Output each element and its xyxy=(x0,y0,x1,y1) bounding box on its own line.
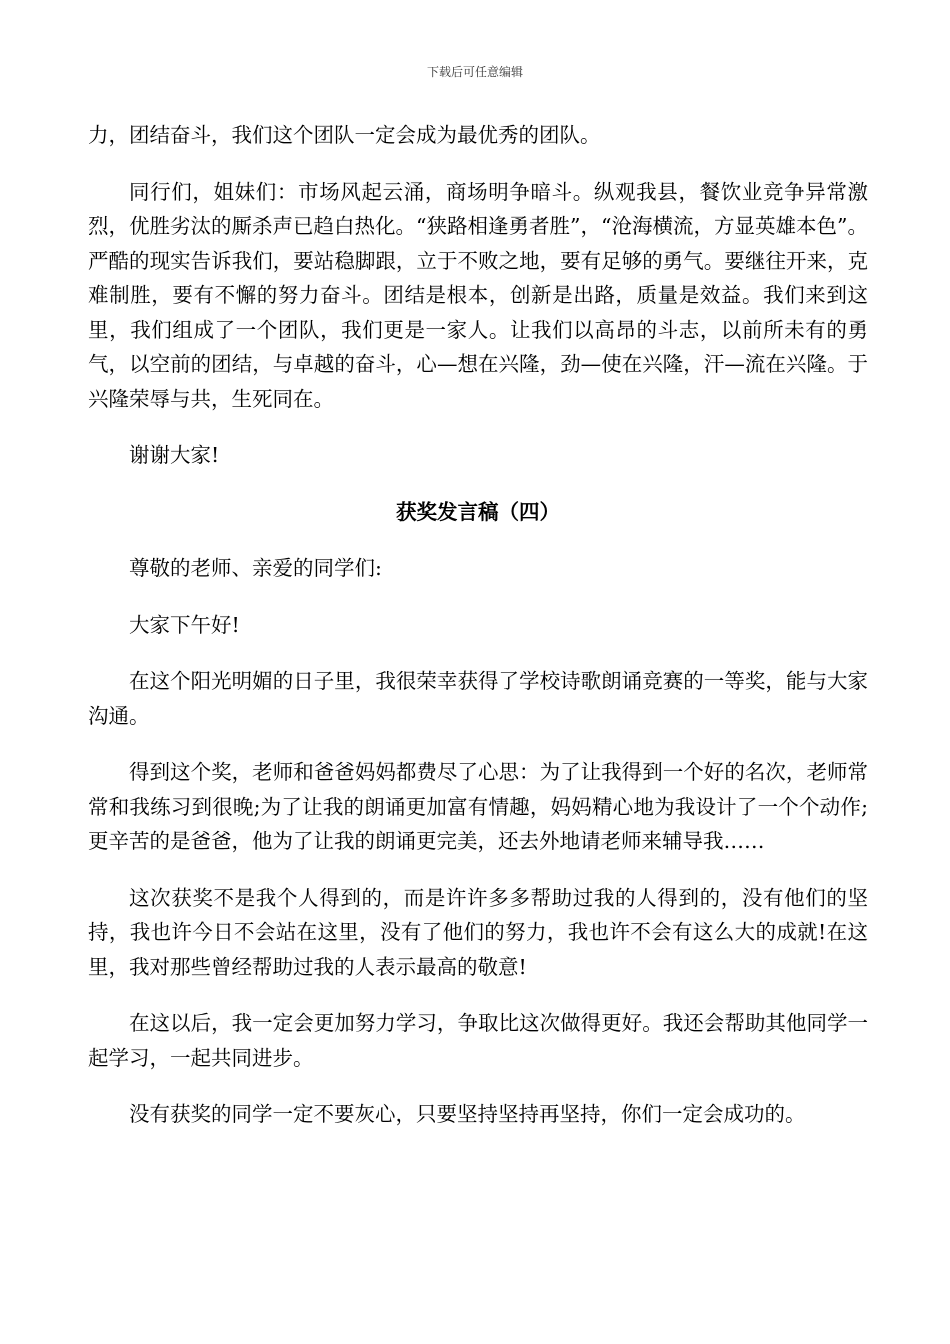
paragraph-market: 同行们，姐妹们：市场风起云涌，商场明争暗斗。纵观我县，餐饮业竞争异常激烈，优胜劣汰的厮杀声已趋白热化。“狭路相逢勇者胜”，“沧海横流，方显英雄本色”。严酷的现实告诉我们，要站稳脚跟，立于不败之地，要有足够的勇气。要继往开来，克难制胜，要有不懈的努力奋斗。团结是根本，创新是出路，质量是效益。我们来到这里，我们组成了一个团队，我们更是一家人。让我们以高昂的斗志，以前所未有的勇气，以空前的团结，与卓越的奋斗，心—想在兴隆，劲—使在兴隆，汗—流在兴隆。于兴隆荣辱与共，生死同在。 xyxy=(88,179,868,411)
paragraph-future: 在这以后，我一定会更加努力学习，争取比这次做得更好。我还会帮助其他同学一起学习，一起共同进步。 xyxy=(88,1011,868,1070)
paragraph-effort: 得到这个奖，老师和爸爸妈妈都费尽了心思：为了让我得到一个好的名次，老师常常和我练习到很晚;为了让我的朗诵更加富有情趣，妈妈精心地为我设计了一个个动作;更辛苦的是爸爸，他为了让我的朗诵更完美，还去外地请老师来辅导我…… xyxy=(88,760,868,853)
paragraph-salutation: 尊敬的老师、亲爱的同学们: xyxy=(129,556,382,580)
document-body xyxy=(88,118,868,1154)
paragraph-greeting: 大家下午好! xyxy=(129,612,240,637)
paragraph-thanks: 谢谢大家! xyxy=(129,443,220,467)
paragraph-award: 在这个阳光明媚的日子里，我很荣幸获得了学校诗歌朗诵竞赛的一等奖，能与大家沟通。 xyxy=(88,669,868,728)
header-note: 下载后可任意编辑 xyxy=(426,65,523,79)
paragraph-encouragement: 没有获奖的同学一定不要灰心，只要坚持坚持再坚持，你们一定会成功的。 xyxy=(129,1102,806,1126)
paragraph-gratitude: 这次获奖不是我个人得到的，而是许许多多帮助过我的人得到的，没有他们的坚持，我也许今日不会站在这里，没有了他们的努力，我也许不会有这么大的成就!在这里，我对那些曾经帮助过我的人表示最高的敬意! xyxy=(88,885,868,979)
section-title: 获奖发言稿（四） xyxy=(396,499,560,524)
paragraph-continuation: 力，团结奋斗，我们这个团队一定会成为最优秀的团队。 xyxy=(88,123,601,147)
